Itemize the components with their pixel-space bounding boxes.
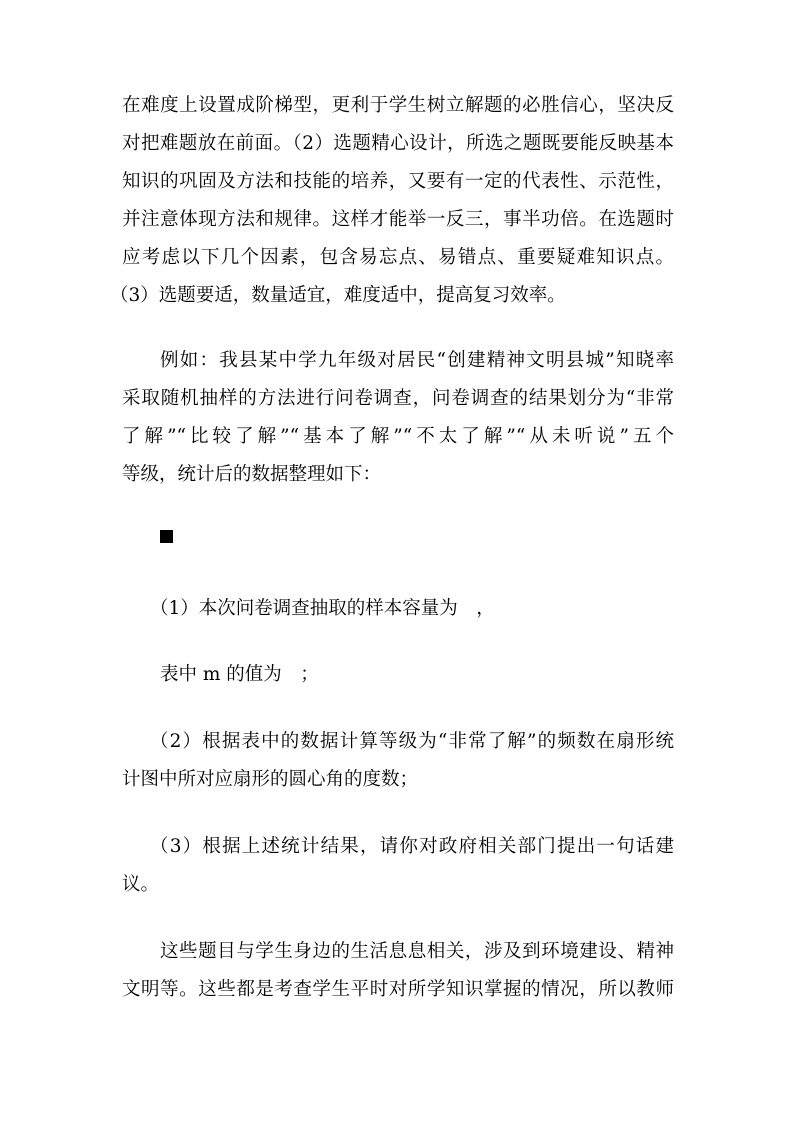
question-1-line-2: 表中 m 的值为 ； [160,664,319,685]
paragraph-1-line-2: 对把难题放在前面。（2）选题精心设计，所选之题既要能反映基本 [122,133,674,154]
question-3-line-2: 议。 [122,874,160,895]
example-line-4: 等级，统计后的数据整理如下： [122,464,382,485]
paragraph-1-line-6: （3）选题要适，数量适宜，难度适中，提高复习效率。 [110,285,566,306]
question-1-line-1: （1）本次问卷调查抽取的样本容量为 ， [150,598,495,619]
example-line-1: 例如：我县某中学九年级对居民“创建精神文明县城”知晓率 [160,350,674,371]
question-2-line-2: 计图中所对应扇形的圆心角的度数； [122,769,419,790]
closing-line-1: 这些题目与学生身边的生活息息相关，涉及到环境建设、精神 [160,941,674,962]
closing-line-2: 文明等。这些都是考查学生平时对所学知识掌握的情况，所以教师 [122,979,674,1000]
paragraph-1-line-1: 在难度上设置成阶梯型，更利于学生树立解题的必胜信心，坚决反 [122,95,674,116]
example-line-3: 了解”“比较了解”“基本了解”“不太了解”“从未听说”五个 [122,426,674,447]
paragraph-1-line-3: 知识的巩固及方法和技能的培养，又要有一定的代表性、示范性， [122,171,674,192]
question-2-line-1: （2）根据表中的数据计算等级为“非常了解”的频数在扇形统 [150,731,674,752]
example-line-2: 采取随机抽样的方法进行问卷调查，问卷调查的结果划分为“非常 [122,388,674,409]
paragraph-1-line-4: 并注意体现方法和规律。这样才能举一反三，事半功倍。在选题时 [122,209,674,230]
paragraph-1-line-5: 应考虑以下几个因素，包含易忘点、易错点、重要疑难知识点。 [122,247,674,268]
table-placeholder-square [160,530,173,543]
question-3-line-1: （3）根据上述统计结果，请你对政府相关部门提出一句话建 [150,836,674,857]
